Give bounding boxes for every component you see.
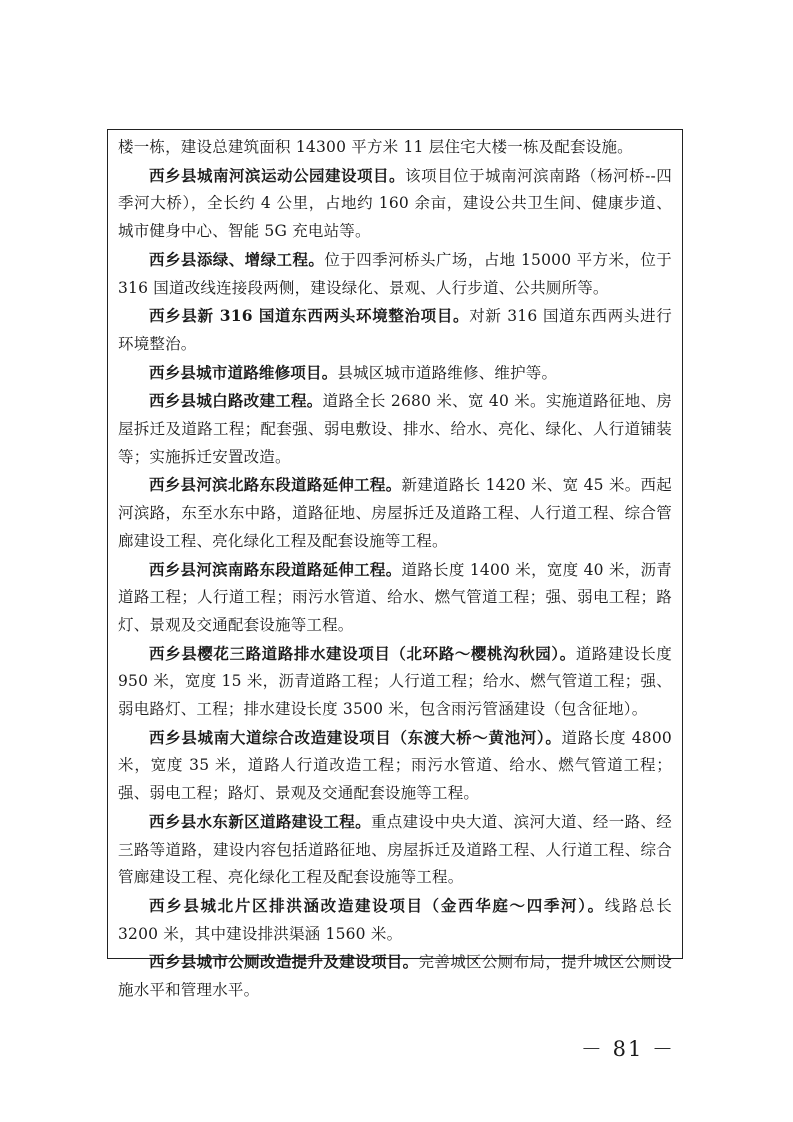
project-title: 西乡县城市道路维修项目。 xyxy=(149,362,338,382)
project-title: 西乡县城市公厕改造提升及建设项目。 xyxy=(149,952,419,972)
project-paragraph xyxy=(118,246,672,302)
project-paragraph xyxy=(118,302,672,358)
project-description: 线路总长 3200 米，其中建设排洪渠涵 1560 米。 xyxy=(118,896,672,943)
project-description: 县城区城市道路维修、维护等。 xyxy=(337,363,558,382)
project-description: 道路长度 4800 米，宽度 35 米，道路人行道改造工程；雨污水管道、给水、燃气管道工程；强、弱电工程；路灯、景观及交通配套设施等工程。 xyxy=(118,728,672,803)
project-paragraph xyxy=(118,387,672,471)
project-paragraph xyxy=(118,640,672,724)
project-title: 西乡县城白路改建工程。 xyxy=(149,391,323,411)
project-description: 道路建设长度 950 米，宽度 15 米，沥青道路工程；人行道工程；给水、燃气管道工程；强、弱电路灯、工程；排水建设长度 3500 米，包含雨污管涵建设（包含征地）。 xyxy=(118,644,673,719)
continued-paragraph: 楼一栋，建设总建筑面积 14300 平方米 11 层住宅大楼一栋及配套设施。 xyxy=(118,138,633,156)
project-description: 重点建设中央大道、滨河大道、经一路、经三路等道路，建设内容包括道路征地、房屋拆迁及道路工程、人行道工程、综合管廊建设工程、亮化绿化工程及配套设施等工程。 xyxy=(118,812,672,887)
project-description: 该项目位于城南河滨南路（杨河桥--四季河大桥），全长约 4 公里，占地约 160 余亩，建设公共卫生间、健康步道、城市健身中心、智能 5G 充电站等。 xyxy=(118,166,672,241)
project-description: 完善城区公厕布局，提升城区公厕设施水平和管理水平。 xyxy=(118,953,672,1000)
content-frame xyxy=(107,129,683,1000)
project-title: 西乡县樱花三路道路排水建设项目（北环路～樱桃沟秋园）。 xyxy=(149,643,576,663)
project-description: 道路长度 1400 米，宽度 40 米，沥青道路工程；人行道工程；雨污水管道、给水、燃气管道工程；强、弱电工程；路灯、景观及交通配套设施等工程。 xyxy=(118,560,672,634)
project-paragraph xyxy=(118,162,672,246)
project-paragraph xyxy=(118,892,672,948)
project-description: 道路全长 2680 米、宽 40 米。实施道路征地、房屋拆迁及道路工程；配套强、弱电敷设、排水、给水、亮化、绿化、人行道铺装等；实施拆迁安置改造。 xyxy=(118,392,672,466)
project-paragraph xyxy=(118,808,672,892)
project-paragraph xyxy=(118,556,672,640)
project-paragraph xyxy=(118,359,672,388)
project-title: 西乡县水东新区道路建设工程。 xyxy=(149,811,371,831)
project-paragraph xyxy=(118,948,672,1004)
project-title: 西乡县河滨北路东段道路延伸工程。 xyxy=(149,475,402,495)
project-paragraph xyxy=(118,724,672,808)
page-number: － 81 － xyxy=(580,1037,675,1061)
project-title: 西乡县城南大道综合改造建设项目（东渡大桥～黄池河）。 xyxy=(149,727,562,747)
project-description: 新建道路长 1420 米、宽 45 米。西起河滨路，东至水东中路，道路征地、房屋拆迁及道路工程、人行道工程、综合管廊建设工程、亮化绿化工程及配套设施等工程。 xyxy=(118,476,672,550)
project-paragraph xyxy=(118,471,672,555)
project-title: 西乡县河滨南路东段道路延伸工程。 xyxy=(149,559,402,579)
project-description: 位于四季河桥头广场，占地 15000 平方米，位于 316 国道改线连接段两侧，建设绿化、景观、人行步道、公共厕所等。 xyxy=(118,250,673,297)
project-description: 对新 316 国道东西两头进行环境整治。 xyxy=(118,307,672,353)
project-title: 西乡县添绿、增绿工程。 xyxy=(149,249,325,269)
project-title: 西乡县城北片区排洪涵改造建设项目（金西华庭～四季河）。 xyxy=(149,895,605,915)
project-title: 西乡县城南河滨运动公园建设项目。 xyxy=(149,165,406,185)
project-title: 西乡县新 316 国道东西两头环境整治项目。 xyxy=(149,306,470,326)
